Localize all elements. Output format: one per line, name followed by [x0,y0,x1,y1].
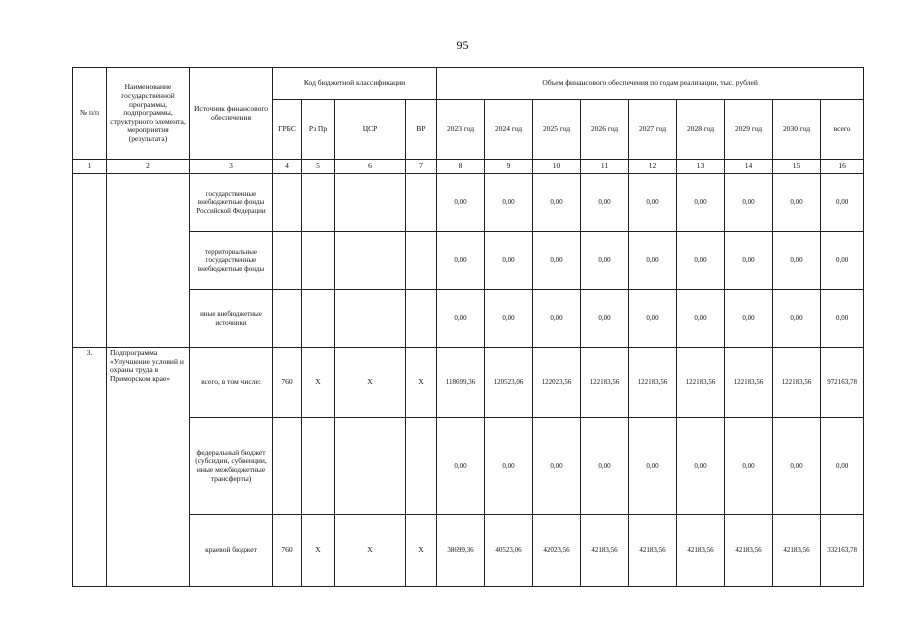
source-cell: краевой бюджет [190,515,273,587]
value-cell: 122183,56 [773,348,821,418]
table-row [73,418,864,515]
source-cell: территориальные государственные внебюджетные фонды [190,232,273,290]
value-cell: 0,00 [677,174,725,232]
source-cell: государственные внебюджетные фонды Российской Федерации [190,174,273,232]
header-source: Источник финансового обеспечения [190,68,273,160]
header-year: 2030 год [773,100,821,160]
col-number: 3 [190,160,273,174]
csr-cell: X [335,348,406,418]
value-cell: 122183,56 [629,348,677,418]
rzpr-cell: X [302,515,335,587]
header-kbk-vr: ВР [406,100,437,160]
col-number: 14 [725,160,773,174]
col-number: 12 [629,160,677,174]
table-row [73,348,864,418]
value-cell: 0,00 [581,174,629,232]
rzpr-cell: X [302,348,335,418]
empty-num-cell [73,174,107,348]
value-cell: 0,00 [629,418,677,515]
value-cell: 0,00 [533,174,581,232]
total-cell: 972163,78 [821,348,864,418]
header-year: 2025 год [533,100,581,160]
col-number: 2 [107,160,190,174]
total-cell: 0,00 [821,418,864,515]
col-number: 7 [406,160,437,174]
header-kbk-rzpr: Рз Пр [302,100,335,160]
value-cell: 0,00 [437,418,485,515]
col-number: 10 [533,160,581,174]
header-kbk-csr: ЦСР [335,100,406,160]
table-row [73,174,864,232]
col-number: 1 [73,160,107,174]
value-cell: 0,00 [437,174,485,232]
value-cell: 120523,06 [485,348,533,418]
csr-cell: X [335,515,406,587]
value-cell: 0,00 [725,290,773,348]
header-total: всего [821,100,864,160]
source-cell: федеральный бюджет (субсидии, субвенции, иные межбюджетные трансферты) [190,418,273,515]
vr-cell: X [406,348,437,418]
value-cell: 0,00 [581,290,629,348]
value-cell: 0,00 [677,290,725,348]
rzpr-cell [302,418,335,515]
value-cell: 42183,56 [773,515,821,587]
value-cell: 122183,56 [725,348,773,418]
value-cell: 0,00 [629,290,677,348]
page-number: 95 [456,38,469,52]
value-cell: 0,00 [485,174,533,232]
col-number: 13 [677,160,725,174]
vr-cell: X [406,515,437,587]
value-cell: 40523,06 [485,515,533,587]
value-cell: 0,00 [725,232,773,290]
grbs-cell: 760 [273,515,302,587]
header-num: № п/п [73,68,107,160]
value-cell: 38699,36 [437,515,485,587]
value-cell: 0,00 [629,232,677,290]
value-cell: 0,00 [725,174,773,232]
budget-table [72,67,864,587]
col-number: 4 [273,160,302,174]
col-number: 11 [581,160,629,174]
source-cell: иные внебюджетные источники [190,290,273,348]
value-cell: 0,00 [677,418,725,515]
header-year: 2024 год [485,100,533,160]
value-cell: 0,00 [629,174,677,232]
value-cell: 0,00 [533,232,581,290]
value-cell: 122183,56 [581,348,629,418]
col-number: 5 [302,160,335,174]
value-cell: 0,00 [533,418,581,515]
section-number: 3. [73,348,107,587]
total-cell: 0,00 [821,290,864,348]
value-cell: 0,00 [773,174,821,232]
value-cell: 122183,56 [677,348,725,418]
total-cell: 332163,78 [821,515,864,587]
value-cell: 0,00 [677,232,725,290]
value-cell: 122023,56 [533,348,581,418]
value-cell: 0,00 [725,418,773,515]
value-cell: 0,00 [773,290,821,348]
header-year: 2026 год [581,100,629,160]
col-number: 16 [821,160,864,174]
header-year: 2028 год [677,100,725,160]
value-cell: 0,00 [773,418,821,515]
value-cell: 42023,56 [533,515,581,587]
value-cell: 0,00 [485,232,533,290]
value-cell: 42183,56 [581,515,629,587]
value-cell: 0,00 [581,418,629,515]
value-cell: 42183,56 [725,515,773,587]
value-cell: 0,00 [773,232,821,290]
column-numbers-row [73,160,864,174]
vr-cell [406,418,437,515]
header-year: 2029 год [725,100,773,160]
value-cell: 0,00 [581,232,629,290]
col-number: 6 [335,160,406,174]
col-number: 9 [485,160,533,174]
empty-name-cell [107,174,190,348]
header-name: Наименование государственной программы, подпрограммы, структурного элемента, мероприятия (результата) [107,68,190,160]
grbs-cell [273,418,302,515]
table-row [73,232,864,290]
grbs-cell: 760 [273,348,302,418]
col-number: 15 [773,160,821,174]
header-year: 2027 год [629,100,677,160]
header-volume-group: Объем финансового обеспечения по годам реализации, тыс. рублей [437,68,864,100]
value-cell: 42183,56 [629,515,677,587]
value-cell: 0,00 [485,418,533,515]
header-kbk-group: Код бюджетной классификации [273,68,437,100]
value-cell: 42183,56 [677,515,725,587]
table-row [73,515,864,587]
table-row [73,290,864,348]
value-cell: 118699,36 [437,348,485,418]
subprogram-name: Подпрограмма «Улучшение условий и охраны труда в Приморском крае» [107,348,190,587]
total-cell: 0,00 [821,174,864,232]
col-number: 8 [437,160,485,174]
header-kbk-grbs: ГРБС [273,100,302,160]
source-cell: всего, в том числе: [190,348,273,418]
value-cell: 0,00 [437,232,485,290]
value-cell: 0,00 [533,290,581,348]
header-year: 2023 год [437,100,485,160]
value-cell: 0,00 [485,290,533,348]
total-cell: 0,00 [821,232,864,290]
csr-cell [335,418,406,515]
value-cell: 0,00 [437,290,485,348]
